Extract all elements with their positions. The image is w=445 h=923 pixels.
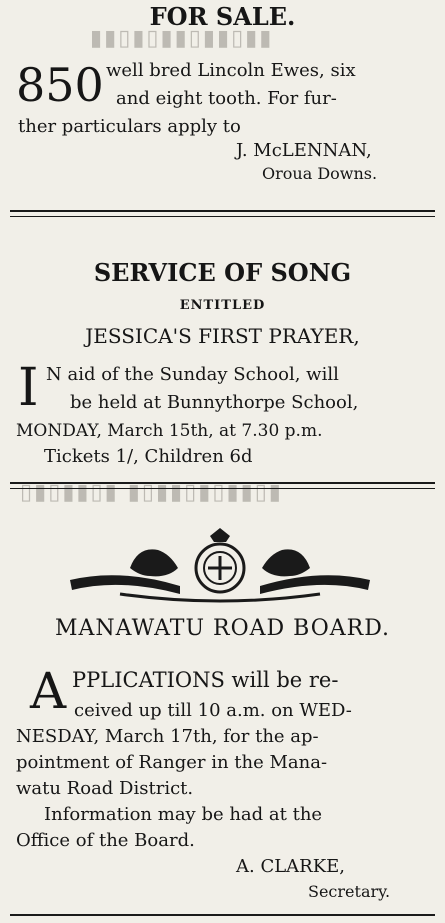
bleed-through-texture: ▯▮▯▮▮▯▮ ▮▯▮▮▯▮▯▮▮▯▮ (20, 480, 283, 505)
ad2-line4: Tickets 1/, Children 6d (44, 446, 253, 467)
ad3-line3: NESDAY, March 17th, for the ap- (16, 726, 319, 747)
ad3-title: Secretary. (308, 882, 391, 901)
ad3-line5: watu Road District. (16, 778, 194, 799)
ad3-line7: Office of the Board. (16, 830, 195, 851)
ad3-line2: ceived up till 10 a.m. on WED- (74, 700, 352, 721)
divider (10, 482, 435, 484)
divider (10, 210, 435, 212)
ad3-line4: pointment of Ranger in the Mana- (16, 752, 328, 773)
bleed-through-texture: ▮▮▯▮▯▮▮▯▮▮▯▮▮ (90, 26, 274, 51)
ad3-heading: MANAWATU ROAD BOARD. (54, 616, 391, 641)
ad1-heading: FOR SALE. (149, 2, 296, 31)
ad3-line6: Information may be had at the (44, 804, 323, 825)
divider (10, 488, 435, 489)
ad1-number: 850 (16, 58, 104, 112)
ad2-drop-cap: I (18, 358, 39, 418)
ad1-line3: ther particulars apply to (18, 116, 241, 137)
ad2-title: JESSICA'S FIRST PRAYER, (85, 324, 360, 348)
coat-of-arms-emblem (60, 528, 380, 608)
ad2-heading: SERVICE OF SONG (93, 258, 352, 287)
ad1-name: J. McLENNAN, (236, 140, 372, 161)
divider (10, 216, 435, 217)
ad1-line1: well bred Lincoln Ewes, six (106, 60, 356, 81)
ad2-entitled: ENTITLED (179, 298, 266, 313)
ad1-place: Oroua Downs. (262, 164, 378, 183)
ad2-line1: N aid of the Sunday School, will (46, 364, 339, 385)
ad2-line3: MONDAY, March 15th, at 7.30 p.m. (16, 421, 323, 441)
divider (10, 914, 435, 916)
ad3-line1: PPLICATIONS will be re- (72, 668, 339, 692)
ad1-line2: and eight tooth. For fur- (116, 88, 337, 109)
ad3-drop-cap: A (30, 662, 67, 720)
ad3-name: A. CLARKE, (236, 856, 346, 877)
ad2-line2: be held at Bunnythorpe School, (70, 392, 359, 413)
